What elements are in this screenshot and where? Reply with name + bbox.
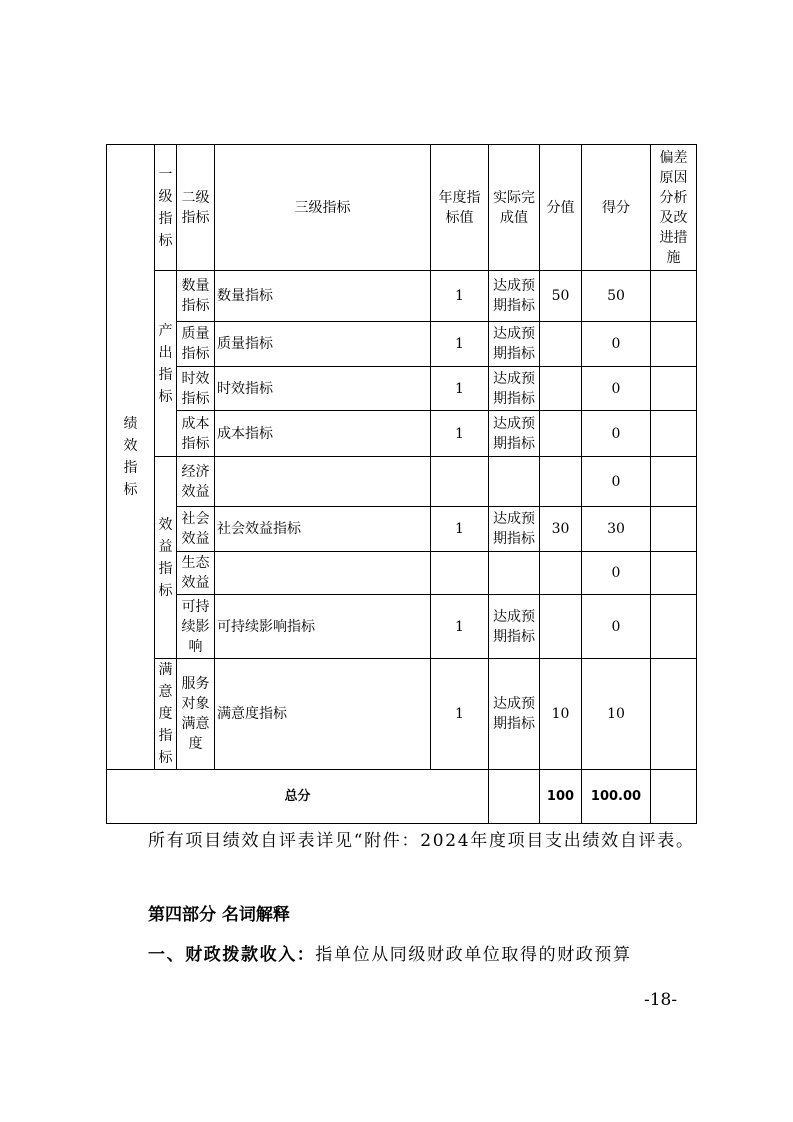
deviation-cell (651, 595, 697, 659)
points-header: 分值 (540, 145, 582, 271)
score-cell: 0 (582, 595, 651, 659)
level2-cell: 时效指标 (177, 367, 215, 411)
table-row (107, 552, 697, 595)
level2-cell: 经济效益 (177, 457, 215, 507)
level3-cell: 社会效益指标 (215, 507, 431, 552)
total-row (107, 770, 697, 824)
level1-header: 一级指标 (155, 145, 177, 271)
satisfaction-group-cell: 满意度指标 (155, 659, 177, 770)
level3-cell: 时效指标 (215, 367, 431, 411)
score-cell: 30 (582, 507, 651, 552)
actual-cell: 达成预期指标 (489, 411, 540, 457)
target-cell: 1 (431, 595, 489, 659)
points-cell: 30 (540, 507, 582, 552)
definition-text: 指单位从同级财政单位取得的财政预算 (315, 945, 632, 965)
target-cell: 1 (431, 271, 489, 322)
definition-term: 一、财政拨款收入： (148, 945, 316, 965)
total-score: 100.00 (582, 770, 651, 824)
actual-cell: 达成预期指标 (489, 271, 540, 322)
actual-cell (489, 552, 540, 595)
target-cell: 1 (431, 367, 489, 411)
table-row (107, 659, 697, 770)
level2-header: 二级指标 (177, 145, 215, 271)
actual-cell: 达成预期指标 (489, 595, 540, 659)
points-cell: 10 (540, 659, 582, 770)
level2-cell: 社会效益 (177, 507, 215, 552)
benefit-group-cell: 效益指标 (155, 457, 177, 659)
target-cell (431, 552, 489, 595)
table-row (107, 411, 697, 457)
deviation-cell (651, 271, 697, 322)
score-cell: 0 (582, 457, 651, 507)
level2-cell: 数量指标 (177, 271, 215, 322)
level2-cell: 成本指标 (177, 411, 215, 457)
deviation-cell (651, 552, 697, 595)
score-cell: 0 (582, 552, 651, 595)
target-cell: 1 (431, 322, 489, 367)
total-deviation-cell (651, 770, 697, 824)
deviation-cell (651, 457, 697, 507)
actual-cell: 达成预期指标 (489, 367, 540, 411)
target-cell: 1 (431, 507, 489, 552)
level3-cell (215, 457, 431, 507)
level3-cell: 可持续影响指标 (215, 595, 431, 659)
level3-cell: 成本指标 (215, 411, 431, 457)
target-cell (431, 457, 489, 507)
level2-cell: 服务对象满意度 (177, 659, 215, 770)
table-row (107, 367, 697, 411)
points-cell (540, 411, 582, 457)
table-row (107, 507, 697, 552)
points-cell (540, 552, 582, 595)
deviation-cell (651, 507, 697, 552)
table-row (107, 457, 697, 507)
section-heading: 第四部分 名词解释 (148, 905, 290, 925)
performance-indicator-cell: 绩效指标 (107, 145, 155, 770)
points-cell (540, 595, 582, 659)
body-paragraph: 所有项目绩效自评表详见“附件：2024年度项目支出绩效自评表。 (148, 831, 695, 851)
deviation-cell (651, 367, 697, 411)
score-cell: 50 (582, 271, 651, 322)
actual-header: 实际完成值 (489, 145, 540, 271)
level3-cell (215, 552, 431, 595)
points-cell: 50 (540, 271, 582, 322)
score-cell: 10 (582, 659, 651, 770)
actual-cell: 达成预期指标 (489, 507, 540, 552)
performance-table (106, 144, 697, 824)
actual-cell: 达成预期指标 (489, 659, 540, 770)
points-cell (540, 367, 582, 411)
points-cell (540, 322, 582, 367)
actual-cell (489, 457, 540, 507)
level2-cell: 质量指标 (177, 322, 215, 367)
level3-cell: 数量指标 (215, 271, 431, 322)
score-cell: 0 (582, 411, 651, 457)
annual-target-header: 年度指标值 (431, 145, 489, 271)
deviation-cell (651, 659, 697, 770)
actual-cell: 达成预期指标 (489, 322, 540, 367)
level3-header: 三级指标 (215, 145, 431, 271)
target-cell: 1 (431, 411, 489, 457)
page-number: -18- (644, 990, 678, 1010)
total-points: 100 (540, 770, 582, 824)
level3-cell: 满意度指标 (215, 659, 431, 770)
level2-cell: 生态效益 (177, 552, 215, 595)
output-group-cell: 产出指标 (155, 271, 177, 457)
deviation-cell (651, 322, 697, 367)
points-cell (540, 457, 582, 507)
deviation-header: 偏差原因分析及改进措施 (651, 145, 697, 271)
table-header-row (107, 145, 697, 271)
table-row (107, 322, 697, 367)
total-actual-cell (489, 770, 540, 824)
level2-cell: 可持续影响 (177, 595, 215, 659)
total-label: 总分 (107, 770, 489, 824)
target-cell: 1 (431, 659, 489, 770)
table-row (107, 271, 697, 322)
score-cell: 0 (582, 367, 651, 411)
level3-cell: 质量指标 (215, 322, 431, 367)
deviation-cell (651, 411, 697, 457)
score-cell: 0 (582, 322, 651, 367)
definition-paragraph (106, 940, 696, 970)
table-row (107, 595, 697, 659)
score-header: 得分 (582, 145, 651, 271)
